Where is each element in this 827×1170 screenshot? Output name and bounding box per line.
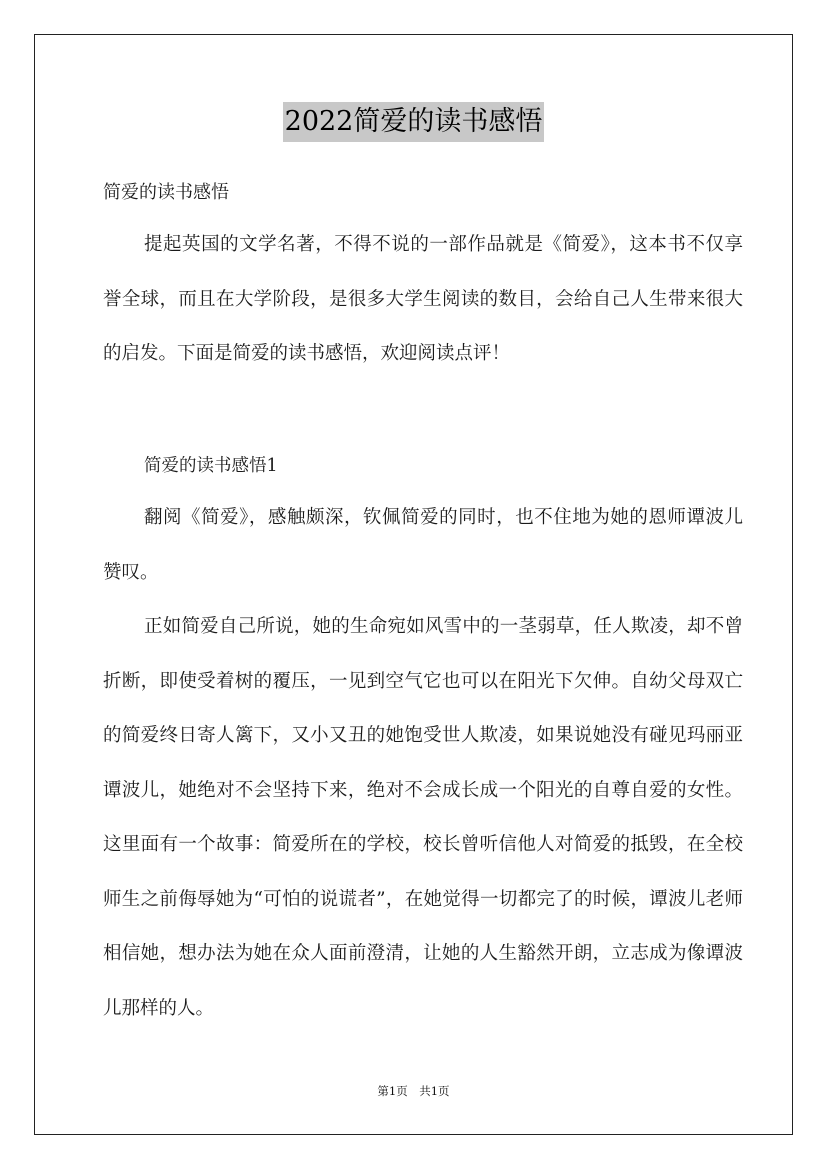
page-footer: 第1页 共1页 xyxy=(377,1084,450,1098)
section-heading: 简爱的读书感悟1 xyxy=(144,456,278,476)
body-paragraph-1: 翻阅《简爱》，感触颇深，钦佩简爱的同时，也不住地为她的恩师谭波儿赞叹。 xyxy=(103,507,743,583)
document-title: 2022简爱的读书感悟 xyxy=(283,102,545,142)
intro-paragraph: 提起英国的文学名著，不得不说的一部作品就是《简爱》，这本书不仅享誉全球，而且在大学阶段，是很多大学生阅读的数目，会给自己人生带来很大的启发。下面是简爱的读书感悟，欢迎阅读点评！ xyxy=(103,234,743,364)
title-container xyxy=(0,102,827,142)
body-paragraph-2: 正如简爱自己所说，她的生命宛如风雪中的一茎弱草，任人欺凌，却不曾折断，即使受着树的覆压，一见到空气它也可以在阳光下欠伸。自幼父母双亡的简爱终日寄人篱下，又小又丑的她饱受世人欺凌，如果说她没有碰见玛丽亚谭波儿，她绝对不会坚持下来，绝对不会成长成一个阳光的自尊自爱的女性。这里面有一个故事：简爱所在的学校，校长曾听信他人对简爱的抵毁，在全校师生之前侮辱她为“可怕的说谎者”，在她觉得一切都完了的时候，谭波儿老师相信她，想办法为她在众人面前澄清，让她的人生豁然开朗，立志成为像谭波儿那样的人。 xyxy=(103,616,743,1019)
document-subtitle: 简爱的读书感悟 xyxy=(103,182,229,203)
